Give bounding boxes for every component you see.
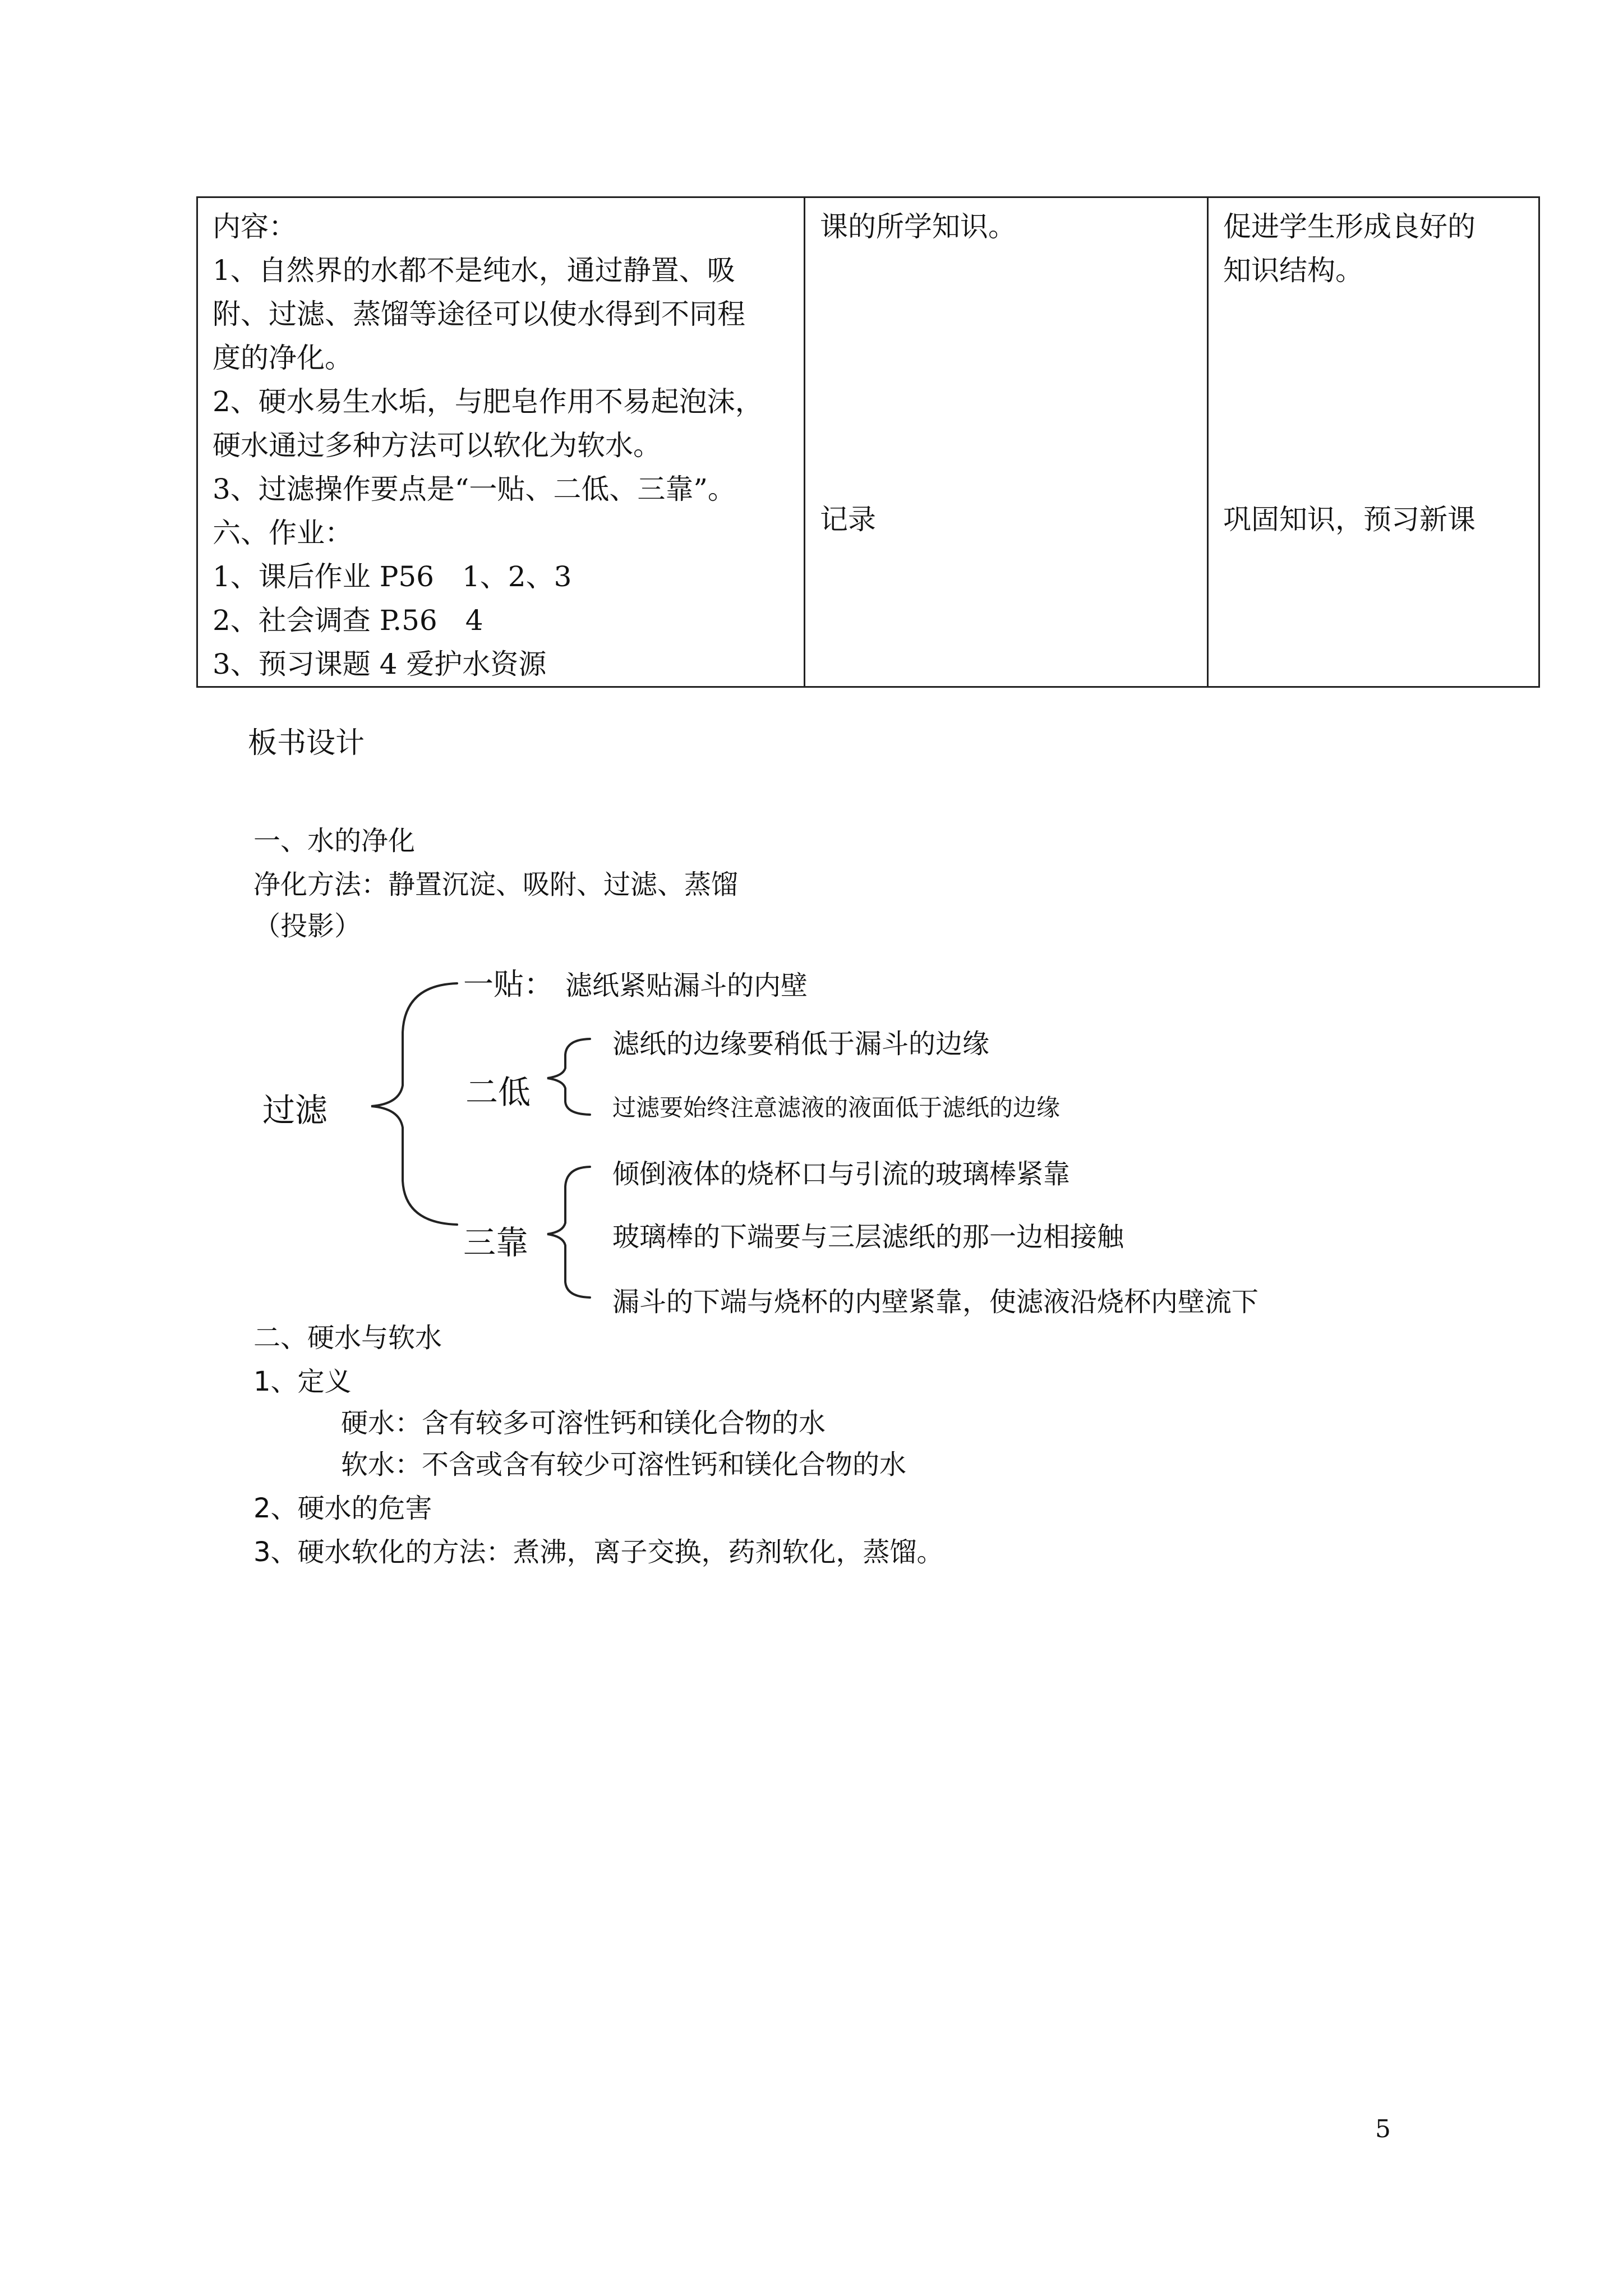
erdi-item: 滤纸的边缘要稍低于漏斗的边缘 bbox=[612, 1028, 990, 1060]
content-line: 3、预习课题 4 爱护水资源 bbox=[213, 648, 547, 680]
intent-line: 促进学生形成良好的 bbox=[1223, 210, 1476, 243]
activity-line: 课的所学知识。 bbox=[820, 210, 1016, 243]
sankao-item: 倾倒液体的烧杯口与引流的玻璃棒紧靠 bbox=[612, 1158, 1071, 1190]
hard-water-harm: 2、硬水的危害 bbox=[253, 1493, 432, 1524]
content-line: 1、课后作业 P56 1、2、3 bbox=[213, 560, 572, 593]
intent-line: 巩固知识，预习新课 bbox=[1223, 503, 1476, 536]
content-line: 1、自然界的水都不是纯水，通过静置、吸 bbox=[213, 254, 735, 287]
definition-heading: 1、定义 bbox=[253, 1366, 352, 1397]
content-line: 度的净化。 bbox=[213, 342, 353, 374]
student-activity-cell bbox=[805, 197, 1208, 687]
sankao-item: 漏斗的下端与烧杯的内壁紧靠，使滤液沿烧杯内壁流下 bbox=[612, 1286, 1259, 1318]
lesson-table bbox=[196, 196, 1540, 688]
content-line: 2、社会调查 P.56 4 bbox=[213, 604, 483, 637]
sankao-brace bbox=[547, 1167, 590, 1297]
projection-note: （投影） bbox=[253, 910, 362, 942]
yitie-label: 一贴： bbox=[463, 967, 554, 1002]
filter-brace bbox=[371, 983, 457, 1225]
section2-heading: 二、硬水与软水 bbox=[253, 1322, 442, 1354]
sankao-label: 三靠 bbox=[463, 1223, 529, 1262]
erdi-label: 二低 bbox=[465, 1073, 531, 1111]
design-intent-cell bbox=[1208, 197, 1539, 687]
board-design-title: 板书设计 bbox=[248, 726, 365, 760]
erdi-brace bbox=[547, 1039, 590, 1115]
content-line: 六、作业： bbox=[213, 517, 353, 549]
content-line: 附、过滤、蒸馏等途径可以使水得到不同程 bbox=[213, 298, 745, 330]
content-line: 3、过滤操作要点是“一贴、二低、三靠”。 bbox=[213, 473, 736, 505]
soft-water-definition: 软水：不含或含有较少可溶性钙和镁化合物的水 bbox=[341, 1449, 907, 1480]
content-line: 硬水通过多种方法可以软化为软水。 bbox=[213, 429, 661, 462]
filter-label: 过滤 bbox=[262, 1091, 328, 1129]
erdi-item: 过滤要始终注意滤液的液面低于滤纸的边缘 bbox=[612, 1094, 1061, 1121]
activity-line: 记录 bbox=[820, 503, 876, 536]
hard-water-definition: 硬水：含有较多可溶性钙和镁化合物的水 bbox=[341, 1407, 826, 1439]
intent-line: 知识结构。 bbox=[1223, 254, 1363, 287]
purification-methods: 净化方法：静置沉淀、吸附、过滤、蒸馏 bbox=[253, 869, 739, 900]
yitie-text: 滤纸紧贴漏斗的内壁 bbox=[565, 970, 808, 1001]
content-line: 内容： bbox=[213, 210, 297, 243]
content-line: 2、硬水易生水垢，与肥皂作用不易起泡沫， bbox=[213, 385, 763, 418]
table-row bbox=[197, 197, 1539, 687]
page-number: 5 bbox=[1375, 2115, 1391, 2143]
section1-heading: 一、水的净化 bbox=[253, 825, 416, 857]
softening-methods: 3、硬水软化的方法：煮沸，离子交换，药剂软化，蒸馏。 bbox=[253, 1536, 944, 1568]
sankao-item: 玻璃棒的下端要与三层滤纸的那一边相接触 bbox=[612, 1221, 1124, 1253]
content-cell bbox=[197, 197, 805, 687]
